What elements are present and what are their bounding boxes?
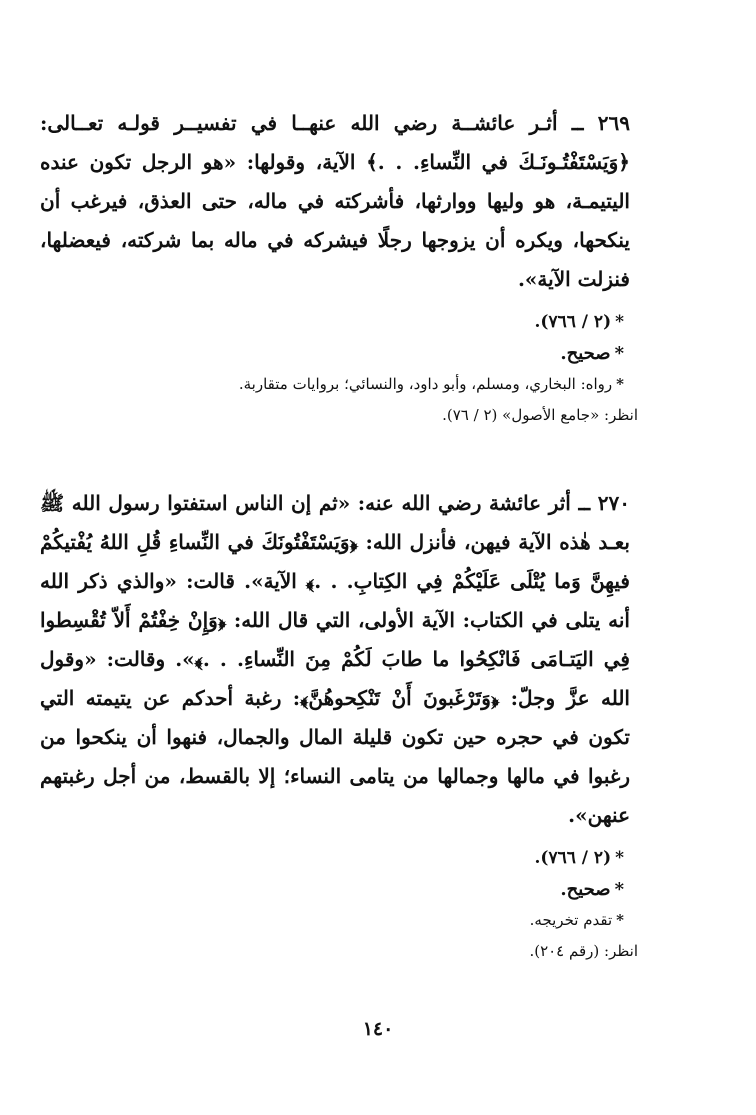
note-star: * bbox=[616, 375, 624, 393]
note-star: * bbox=[614, 879, 624, 900]
note-star: * bbox=[614, 343, 624, 364]
note-narrators bbox=[40, 369, 624, 400]
entry-number: ٢٦٩ bbox=[597, 111, 631, 135]
entry-body: ــ أثر عائشة رضي الله عنه: «ثم إن الناس استفتوا رسول الله ﷺ بعـد هٰذه الآية فيهن، فأنزل الله: ﴿وَيَسْتَفْتُونَكَ في النِّساءِ قُلِ اللهُ يُفْتيكُمْ فيهِنَّ وَما يُتْلَى عَلَيْكُمْ فِي الكِتابِ. . .﴾ الآية». قالت: «والذي ذكر الله أنه يتلى في الكتاب: الآية الأولى، التي قال الله: ﴿وَإِنْ خِفْتُمْ أَلاّ تُقْسِطوا فِي اليَتـامَى فَانْكِحُوا ما طابَ لَكُمْ مِنَ النِّساءِ. . .﴾». وقالت: «وقول الله عزَّ وجلّ: ﴿وَتَرْغَبونَ أَنْ تَنْكِحوهُنَّ﴾: رغبة أحدكم عن يتيمته التي تكون في حجره حين تكون قليلة المال والجمال، فنهوا أن ينكحوا من رغبوا في مالها وجمالها من يتامى النساء؛ إلا بالقسط، من أجل رغبتهم عنهن». bbox=[40, 491, 630, 827]
note-text: انظر: «جامع الأصول» (٢ / ٧٦). bbox=[442, 406, 638, 424]
note-star: * bbox=[615, 848, 624, 868]
note-text: رواه: البخاري، ومسلم، وأبو داود، والنسائي؛ بروايات متقاربة. bbox=[238, 375, 613, 393]
note-reference bbox=[40, 307, 624, 338]
hadith-entry-270 bbox=[40, 484, 638, 967]
entry-notes bbox=[40, 843, 638, 967]
page-number: ١٤٠ bbox=[362, 1018, 394, 1040]
entry-notes bbox=[40, 307, 638, 431]
note-text: تقدم تخريجه. bbox=[529, 911, 613, 929]
note-see-also bbox=[40, 936, 638, 967]
entry-text bbox=[40, 104, 630, 299]
note-grade bbox=[40, 874, 624, 905]
note-takhrij bbox=[40, 905, 624, 936]
note-star: * bbox=[615, 312, 624, 332]
entry-number: ٢٧٠ bbox=[597, 491, 630, 515]
hadith-entry-269 bbox=[40, 104, 638, 431]
entry-body: ــ أثـر عائشــة رضي الله عنهــا في تفسيــر قولـه تعــالى: ﴿وَيَسْتَفْتُـونَـكَ في النِّساءِ. . .﴾ الآية، وقولها: «هو الرجل تكون عنده اليتيمـة، هو وليها ووارثها، فأشركته في ماله، حتى العذق، فيرغب أن ينكحها، ويكره أن يزوجها رجلًا فيشركه في ماله بما شركته، فيعضلها، فنزلت الآية». bbox=[40, 111, 630, 291]
note-text: (٢ / ٧٦٦). bbox=[534, 312, 612, 332]
note-star: * bbox=[616, 911, 624, 929]
entry-text bbox=[40, 484, 630, 835]
note-text: (٢ / ٧٦٦). bbox=[534, 848, 612, 868]
note-text: صحيح. bbox=[560, 879, 611, 900]
note-text: صحيح. bbox=[560, 343, 611, 364]
note-grade bbox=[40, 338, 624, 369]
note-text: انظر: (رقم ٢٠٤). bbox=[529, 942, 638, 960]
note-see-also bbox=[40, 400, 638, 431]
note-reference bbox=[40, 843, 624, 874]
